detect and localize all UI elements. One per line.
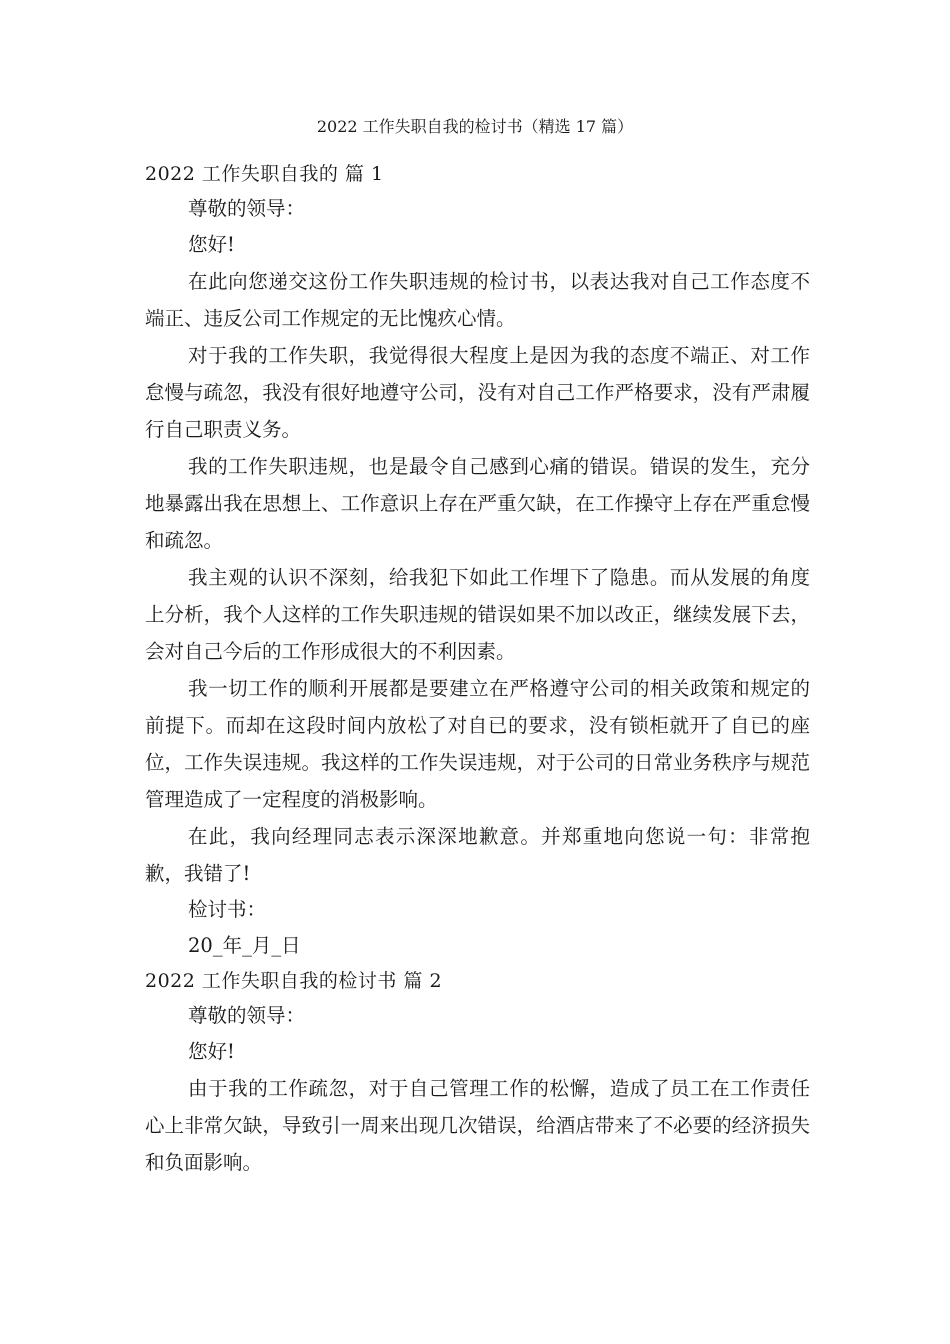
section-heading: 2022 工作失职自我的检讨书 篇 2 [145, 970, 443, 992]
section-heading: 2022 工作失职自我的 篇 1 [145, 163, 384, 185]
paragraph: 对于我的工作失职，我觉得很大程度上是因为我的态度不端正、对工作怠慢与疏忽，我没有很好地遵守公司，没有对自己工作严格要求，没有严肃履行自己职责义务。 [145, 344, 810, 441]
document-title: 2022 工作失职自我的检讨书（精选 17 篇） [316, 117, 634, 136]
salutation: 尊敬的领导： [188, 197, 306, 220]
paragraph: 在此，我向经理同志表示深深地歉意。并郑重地向您说一句：非常抱歉，我错了! [145, 825, 810, 885]
paragraph: 由于我的工作疏忽，对于自己管理工作的松懈，造成了员工在工作责任心上非常欠缺，导致引一周来出现几次错误，给酒店带来了不必要的经济损失和负面影响。 [145, 1077, 810, 1174]
document-body [145, 157, 810, 1181]
greeting: 您好! [188, 233, 235, 256]
paragraph: 我主观的认识不深刻，给我犯下如此工作埋下了隐患。而从发展的角度上分析，我个人这样的工作失职违规的错误如果不加以改正，继续发展下去，会对自己今后的工作形成很大的不利因素。 [145, 566, 810, 663]
paragraph: 我一切工作的顺利开展都是要建立在严格遵守公司的相关政策和规定的前提下。而却在这段时间内放松了对自已的要求，没有锁柜就开了自已的座位，工作失误违规。我这样的工作失误违规，对于公司的日常业务秩序与规范管理造成了一定程度的消极影响。 [145, 677, 810, 811]
salutation: 尊敬的领导： [188, 1004, 306, 1027]
signature-line: 检讨书： [188, 898, 267, 921]
date-line: 20_年_月_日 [188, 934, 301, 957]
greeting: 您好! [188, 1040, 235, 1063]
paragraph: 我的工作失职违规，也是最令自己感到心痛的错误。错误的发生，充分地暴露出我在思想上、工作意识上存在严重欠缺，在工作操守上存在严重怠慢和疏忽。 [145, 455, 810, 552]
paragraph: 在此向您递交这份工作失职违规的检讨书，以表达我对自己工作态度不端正、违反公司工作规定的无比愧疚心情。 [145, 270, 810, 330]
